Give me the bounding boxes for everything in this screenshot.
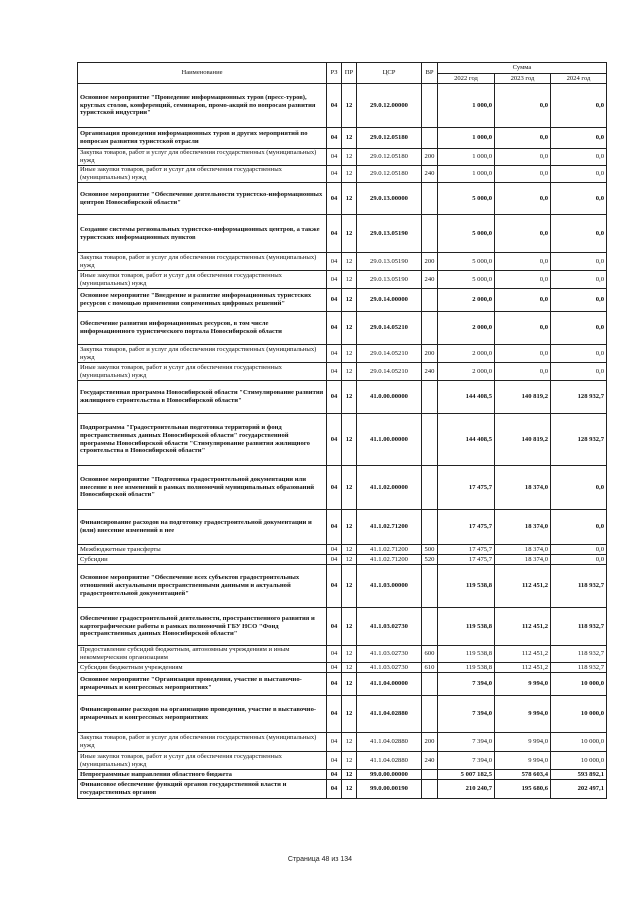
row-pr: 12 <box>342 752 357 770</box>
row-sum-2023: 0,0 <box>495 166 551 183</box>
row-vr <box>422 84 438 128</box>
row-sum-2022: 119 538,8 <box>438 565 495 608</box>
row-sum-2023: 18 374,0 <box>495 510 551 545</box>
row-sum-2023: 0,0 <box>495 345 551 363</box>
row-pr: 12 <box>342 545 357 555</box>
row-pr: 12 <box>342 555 357 565</box>
row-name: Обеспечение развития информационных ресурсов, в том числе информационного туристического портала Новосибирской области <box>78 312 327 345</box>
row-sum-2024: 0,0 <box>551 555 607 565</box>
row-sum-2022: 119 538,8 <box>438 663 495 673</box>
row-sum-2023: 0,0 <box>495 215 551 253</box>
row-pr: 12 <box>342 253 357 271</box>
row-sum-2022: 7 394,0 <box>438 752 495 770</box>
row-sum-2022: 5 000,0 <box>438 183 495 215</box>
row-sum-2022: 17 475,7 <box>438 545 495 555</box>
row-name: Межбюджетные трансферты <box>78 545 327 555</box>
row-sum-2023: 0,0 <box>495 183 551 215</box>
row-name: Иные закупки товаров, работ и услуг для обеспечения государственных (муниципальных) нужд <box>78 271 327 289</box>
row-sum-2023: 0,0 <box>495 363 551 381</box>
row-pr: 12 <box>342 215 357 253</box>
row-rz: 04 <box>327 166 342 183</box>
row-csr: 41.1.02.71200 <box>357 555 422 565</box>
row-sum-2022: 5 000,0 <box>438 253 495 271</box>
row-pr: 12 <box>342 414 357 466</box>
row-name: Финансовое обеспечение функций органов государственной власти и государственных органов <box>78 780 327 799</box>
row-vr <box>422 696 438 733</box>
table-row <box>78 381 607 414</box>
table-row <box>78 752 607 770</box>
row-name: Финансирование расходов на подготовку градостроительной документации и (или) внесение изменений в нее <box>78 510 327 545</box>
row-sum-2024: 0,0 <box>551 166 607 183</box>
row-sum-2022: 5 000,0 <box>438 271 495 289</box>
row-sum-2022: 1 000,0 <box>438 128 495 149</box>
row-sum-2024: 118 932,7 <box>551 646 607 663</box>
row-name: Организация проведения информационных туров и других мероприятий по вопросам развития туристской отрасли <box>78 128 327 149</box>
row-vr <box>422 414 438 466</box>
row-sum-2023: 0,0 <box>495 253 551 271</box>
row-pr: 12 <box>342 565 357 608</box>
row-name: Основное мероприятие "Обеспечение деятельности туристско-информационных центров Новосибирской области" <box>78 183 327 215</box>
table-row <box>78 608 607 646</box>
row-csr: 99.0.00.00000 <box>357 770 422 780</box>
row-csr: 41.1.02.00000 <box>357 466 422 510</box>
row-rz: 04 <box>327 312 342 345</box>
row-sum-2024: 128 932,7 <box>551 414 607 466</box>
table-header <box>78 63 607 84</box>
row-csr: 29.0.13.05190 <box>357 215 422 253</box>
row-vr <box>422 289 438 312</box>
row-pr: 12 <box>342 608 357 646</box>
row-rz: 04 <box>327 183 342 215</box>
row-rz: 04 <box>327 363 342 381</box>
row-vr: 200 <box>422 733 438 752</box>
header-pr: ПР <box>342 63 357 84</box>
row-sum-2022: 1 000,0 <box>438 166 495 183</box>
row-csr: 41.1.04.02880 <box>357 696 422 733</box>
row-pr: 12 <box>342 166 357 183</box>
row-pr: 12 <box>342 673 357 696</box>
row-sum-2024: 0,0 <box>551 84 607 128</box>
row-rz: 04 <box>327 663 342 673</box>
row-csr: 29.0.13.00000 <box>357 183 422 215</box>
table-row <box>78 363 607 381</box>
row-name: Субсидии бюджетным учреждениям <box>78 663 327 673</box>
row-csr: 29.0.14.00000 <box>357 289 422 312</box>
row-rz: 04 <box>327 253 342 271</box>
table-row <box>78 312 607 345</box>
row-vr <box>422 215 438 253</box>
row-name: Основное мероприятие "Внедрение и развитие информационных туристских ресурсов с помощью применения современных цифровых решений" <box>78 289 327 312</box>
row-sum-2024: 0,0 <box>551 215 607 253</box>
row-sum-2023: 9 994,0 <box>495 752 551 770</box>
header-year-2024: 2024 год <box>551 74 607 84</box>
row-sum-2024: 0,0 <box>551 510 607 545</box>
table-row <box>78 271 607 289</box>
row-sum-2023: 140 819,2 <box>495 381 551 414</box>
row-name: Закупка товаров, работ и услуг для обеспечения государственных (муниципальных) нужд <box>78 345 327 363</box>
row-sum-2022: 2 000,0 <box>438 289 495 312</box>
row-name: Иные закупки товаров, работ и услуг для обеспечения государственных (муниципальных) нужд <box>78 752 327 770</box>
row-vr <box>422 780 438 799</box>
row-pr: 12 <box>342 770 357 780</box>
row-vr: 520 <box>422 555 438 565</box>
row-name: Основное мероприятие "Организация проведения, участие в выставочно-ярмарочных и конгрессных мероприятиях" <box>78 673 327 696</box>
row-name: Закупка товаров, работ и услуг для обеспечения государственных (муниципальных) нужд <box>78 733 327 752</box>
row-sum-2024: 10 000,0 <box>551 673 607 696</box>
row-rz: 04 <box>327 780 342 799</box>
row-pr: 12 <box>342 381 357 414</box>
row-rz: 04 <box>327 271 342 289</box>
row-csr: 29.0.14.05210 <box>357 363 422 381</box>
row-sum-2022: 1 000,0 <box>438 84 495 128</box>
row-vr <box>422 466 438 510</box>
row-sum-2023: 578 603,4 <box>495 770 551 780</box>
table-row <box>78 565 607 608</box>
row-name: Подпрограмма "Градостроительная подготовка территорий и фонд пространственных данных Новосибирской области" государственной программы Новосибирской области "Стимулирование развития жилищного строительства в Новосибирской области" <box>78 414 327 466</box>
table-row <box>78 253 607 271</box>
row-sum-2024: 0,0 <box>551 271 607 289</box>
row-sum-2024: 10 000,0 <box>551 752 607 770</box>
header-sum: Сумма <box>438 63 607 74</box>
row-sum-2023: 0,0 <box>495 128 551 149</box>
row-csr: 41.1.02.71200 <box>357 510 422 545</box>
row-rz: 04 <box>327 128 342 149</box>
row-sum-2024: 118 932,7 <box>551 565 607 608</box>
row-sum-2023: 9 994,0 <box>495 733 551 752</box>
row-sum-2022: 144 408,5 <box>438 381 495 414</box>
row-pr: 12 <box>342 271 357 289</box>
table-body <box>78 84 607 799</box>
row-vr <box>422 770 438 780</box>
row-vr <box>422 312 438 345</box>
row-vr <box>422 510 438 545</box>
row-sum-2022: 2 000,0 <box>438 345 495 363</box>
row-pr: 12 <box>342 363 357 381</box>
row-csr: 41.1.00.00000 <box>357 414 422 466</box>
row-sum-2024: 128 932,7 <box>551 381 607 414</box>
row-sum-2024: 0,0 <box>551 545 607 555</box>
row-sum-2022: 7 394,0 <box>438 733 495 752</box>
row-sum-2023: 140 819,2 <box>495 414 551 466</box>
row-pr: 12 <box>342 466 357 510</box>
row-name: Предоставление субсидий бюджетным, автономным учреждениям и иным некоммерческим организациям <box>78 646 327 663</box>
row-rz: 04 <box>327 84 342 128</box>
row-sum-2024: 0,0 <box>551 345 607 363</box>
header-year-2023: 2023 год <box>495 74 551 84</box>
row-vr <box>422 183 438 215</box>
row-pr: 12 <box>342 312 357 345</box>
row-sum-2023: 18 374,0 <box>495 545 551 555</box>
row-rz: 04 <box>327 466 342 510</box>
row-rz: 04 <box>327 381 342 414</box>
row-vr: 240 <box>422 271 438 289</box>
row-rz: 04 <box>327 215 342 253</box>
row-pr: 12 <box>342 183 357 215</box>
row-sum-2022: 7 394,0 <box>438 673 495 696</box>
row-rz: 04 <box>327 345 342 363</box>
row-vr <box>422 128 438 149</box>
row-name: Иные закупки товаров, работ и услуг для обеспечения государственных (муниципальных) нужд <box>78 363 327 381</box>
table-row <box>78 183 607 215</box>
table-row <box>78 166 607 183</box>
header-csr: ЦСР <box>357 63 422 84</box>
row-name: Непрограммные направления областного бюджета <box>78 770 327 780</box>
table-row <box>78 545 607 555</box>
row-name: Обеспечение градостроительной деятельности, пространственного развития и картографические работы в рамках полномочий ГБУ НСО "Фонд пространственных данных Новосибирской области" <box>78 608 327 646</box>
row-pr: 12 <box>342 84 357 128</box>
row-name: Закупка товаров, работ и услуг для обеспечения государственных (муниципальных) нужд <box>78 253 327 271</box>
header-vr: ВР <box>422 63 438 84</box>
table-row <box>78 646 607 663</box>
row-name: Основное мероприятие "Подготовка градостроительной документации или внесение в нее изменений в рамках полномочий муниципальных образований Новосибирской области" <box>78 466 327 510</box>
row-sum-2024: 0,0 <box>551 289 607 312</box>
row-rz: 04 <box>327 565 342 608</box>
row-sum-2023: 0,0 <box>495 271 551 289</box>
row-pr: 12 <box>342 128 357 149</box>
table-row <box>78 414 607 466</box>
row-rz: 04 <box>327 608 342 646</box>
row-csr: 99.0.00.00190 <box>357 780 422 799</box>
row-sum-2024: 202 497,1 <box>551 780 607 799</box>
row-csr: 29.0.14.05210 <box>357 312 422 345</box>
row-pr: 12 <box>342 345 357 363</box>
table-row <box>78 345 607 363</box>
table-row <box>78 780 607 799</box>
row-csr: 41.1.03.02730 <box>357 663 422 673</box>
row-csr: 41.1.04.02880 <box>357 752 422 770</box>
row-sum-2024: 0,0 <box>551 149 607 166</box>
row-sum-2024: 118 932,7 <box>551 663 607 673</box>
row-sum-2023: 112 451,2 <box>495 565 551 608</box>
row-csr: 41.0.00.00000 <box>357 381 422 414</box>
row-rz: 04 <box>327 149 342 166</box>
row-sum-2024: 0,0 <box>551 466 607 510</box>
row-sum-2022: 17 475,7 <box>438 510 495 545</box>
table-row <box>78 289 607 312</box>
row-sum-2024: 0,0 <box>551 253 607 271</box>
row-vr: 240 <box>422 363 438 381</box>
row-csr: 29.0.14.05210 <box>357 345 422 363</box>
table-row <box>78 696 607 733</box>
row-rz: 04 <box>327 545 342 555</box>
row-name: Закупка товаров, работ и услуг для обеспечения государственных (муниципальных) нужд <box>78 149 327 166</box>
row-pr: 12 <box>342 646 357 663</box>
budget-table-sheet <box>77 62 606 799</box>
table-row <box>78 149 607 166</box>
table-row <box>78 84 607 128</box>
row-vr: 610 <box>422 663 438 673</box>
row-sum-2022: 7 394,0 <box>438 696 495 733</box>
header-year-2022: 2022 год <box>438 74 495 84</box>
row-sum-2023: 0,0 <box>495 84 551 128</box>
row-sum-2022: 17 475,7 <box>438 555 495 565</box>
row-sum-2022: 17 475,7 <box>438 466 495 510</box>
row-sum-2024: 0,0 <box>551 183 607 215</box>
row-sum-2022: 5 000,0 <box>438 215 495 253</box>
row-sum-2024: 0,0 <box>551 363 607 381</box>
row-csr: 41.1.03.02730 <box>357 608 422 646</box>
row-sum-2022: 1 000,0 <box>438 149 495 166</box>
row-csr: 41.1.02.71200 <box>357 545 422 555</box>
row-pr: 12 <box>342 663 357 673</box>
row-csr: 29.0.13.05190 <box>357 271 422 289</box>
row-rz: 04 <box>327 510 342 545</box>
row-sum-2023: 0,0 <box>495 312 551 345</box>
row-csr: 41.1.03.02730 <box>357 646 422 663</box>
row-vr <box>422 565 438 608</box>
row-sum-2024: 10 000,0 <box>551 733 607 752</box>
row-sum-2022: 119 538,8 <box>438 646 495 663</box>
row-sum-2022: 144 408,5 <box>438 414 495 466</box>
row-vr <box>422 608 438 646</box>
row-pr: 12 <box>342 149 357 166</box>
table-row <box>78 128 607 149</box>
row-rz: 04 <box>327 696 342 733</box>
table-row <box>78 215 607 253</box>
table-row <box>78 770 607 780</box>
row-name: Субсидии <box>78 555 327 565</box>
row-vr: 200 <box>422 253 438 271</box>
row-pr: 12 <box>342 780 357 799</box>
row-rz: 04 <box>327 673 342 696</box>
row-csr: 29.0.12.00000 <box>357 84 422 128</box>
row-csr: 41.1.04.00000 <box>357 673 422 696</box>
row-sum-2022: 5 007 182,5 <box>438 770 495 780</box>
row-vr <box>422 673 438 696</box>
header-name: Наименование <box>78 63 327 84</box>
row-sum-2024: 0,0 <box>551 128 607 149</box>
row-sum-2023: 0,0 <box>495 149 551 166</box>
row-name: Финансирование расходов на организацию проведения, участие в выставочно-ярмарочных и конгрессных мероприятиях <box>78 696 327 733</box>
table-row <box>78 663 607 673</box>
table-row <box>78 733 607 752</box>
row-sum-2022: 119 538,8 <box>438 608 495 646</box>
row-vr: 600 <box>422 646 438 663</box>
row-sum-2023: 9 994,0 <box>495 673 551 696</box>
row-sum-2023: 9 994,0 <box>495 696 551 733</box>
row-rz: 04 <box>327 646 342 663</box>
row-rz: 04 <box>327 770 342 780</box>
row-sum-2023: 112 451,2 <box>495 646 551 663</box>
row-pr: 12 <box>342 733 357 752</box>
row-rz: 04 <box>327 289 342 312</box>
row-name: Создание системы региональных туристско-информационных центров, а также туристских информационных пунктов <box>78 215 327 253</box>
budget-table <box>77 62 607 799</box>
row-csr: 41.1.03.00000 <box>357 565 422 608</box>
row-sum-2024: 118 932,7 <box>551 608 607 646</box>
row-csr: 29.0.13.05190 <box>357 253 422 271</box>
table-row <box>78 673 607 696</box>
row-sum-2024: 10 000,0 <box>551 696 607 733</box>
table-row <box>78 466 607 510</box>
row-sum-2024: 0,0 <box>551 312 607 345</box>
row-sum-2023: 18 374,0 <box>495 555 551 565</box>
row-pr: 12 <box>342 510 357 545</box>
row-name: Иные закупки товаров, работ и услуг для обеспечения государственных (муниципальных) нужд <box>78 166 327 183</box>
table-row <box>78 555 607 565</box>
row-sum-2023: 0,0 <box>495 289 551 312</box>
row-sum-2023: 195 680,6 <box>495 780 551 799</box>
row-name: Основное мероприятие "Обеспечение всех субъектов градостроительных отношений актуальными пространственными данными и актуальной градостроительной документацией" <box>78 565 327 608</box>
header-rz: РЗ <box>327 63 342 84</box>
table-row <box>78 510 607 545</box>
row-sum-2022: 2 000,0 <box>438 312 495 345</box>
row-vr: 500 <box>422 545 438 555</box>
row-sum-2022: 210 240,7 <box>438 780 495 799</box>
row-vr: 240 <box>422 166 438 183</box>
row-vr: 240 <box>422 752 438 770</box>
row-csr: 29.0.12.05180 <box>357 149 422 166</box>
row-sum-2023: 112 451,2 <box>495 663 551 673</box>
row-vr: 200 <box>422 345 438 363</box>
row-csr: 41.1.04.02880 <box>357 733 422 752</box>
row-name: Государственная программа Новосибирской области "Стимулирование развития жилищного строительства в Новосибирской области" <box>78 381 327 414</box>
row-csr: 29.0.12.05180 <box>357 166 422 183</box>
row-vr <box>422 381 438 414</box>
row-pr: 12 <box>342 696 357 733</box>
row-csr: 29.0.12.05180 <box>357 128 422 149</box>
row-vr: 200 <box>422 149 438 166</box>
page-footer: Страница 48 из 134 <box>287 856 353 863</box>
row-name: Основное мероприятие "Проведение информационных туров (пресс-туров), круглых столов, конференций, семинаров, промо-акций по вопросам развития туристской индустрии" <box>78 84 327 128</box>
row-sum-2023: 112 451,2 <box>495 608 551 646</box>
row-sum-2022: 2 000,0 <box>438 363 495 381</box>
row-sum-2024: 593 892,1 <box>551 770 607 780</box>
row-rz: 04 <box>327 752 342 770</box>
row-sum-2023: 18 374,0 <box>495 466 551 510</box>
row-rz: 04 <box>327 555 342 565</box>
row-pr: 12 <box>342 289 357 312</box>
row-rz: 04 <box>327 414 342 466</box>
row-rz: 04 <box>327 733 342 752</box>
